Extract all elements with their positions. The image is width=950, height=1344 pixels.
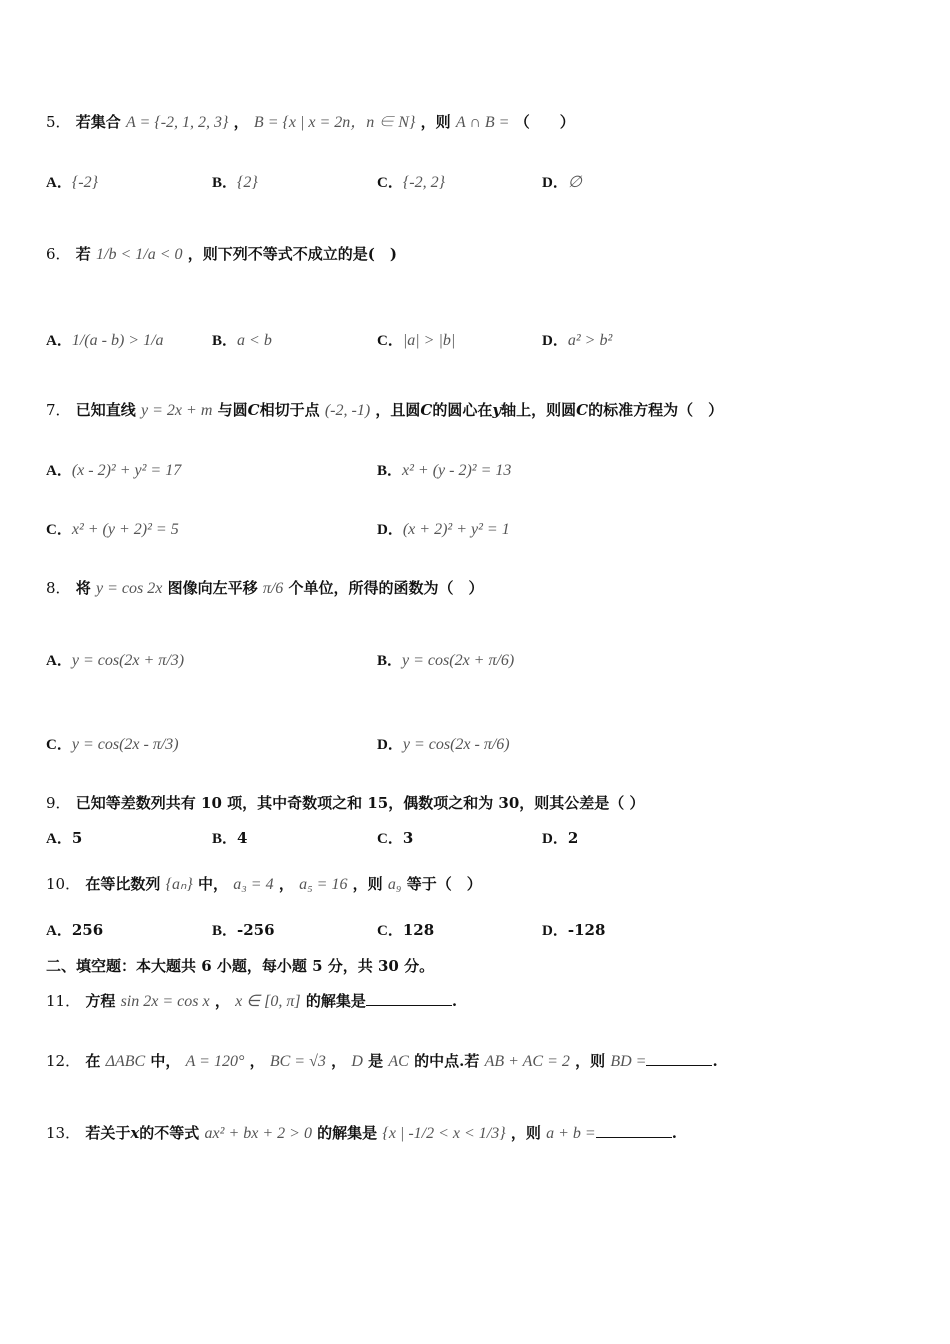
option-label: B． [212,175,238,191]
math-triangle: ΔABC [105,1053,146,1070]
math-set-b: B = {x | x = 2n，n ∈ N} [253,114,416,131]
option-label: C． [377,923,403,939]
question-text: 方程 [85,992,116,1010]
option-label: B． [377,653,403,669]
question-text: 的标准方程为（ ） [588,401,724,419]
question-text: 轴上，则圆 [501,401,577,419]
question-text: 的解集是 [305,992,366,1010]
question-text: 的解集是 [317,1124,378,1142]
option-d[interactable] [542,920,605,941]
question-text: 在等比数列 [85,875,161,893]
option-text: 3 [402,829,414,847]
option-label: A． [46,831,72,847]
question-number: 5． [46,113,71,131]
option-a[interactable] [46,828,82,849]
question-6 [46,244,397,265]
question-text: 图像向左平移 [167,579,258,597]
question-number: 7． [46,401,71,419]
option-d[interactable] [377,519,510,540]
option-text: -256 [237,921,275,939]
math-intersection: A ∩ B = [455,114,510,131]
question-text: 的圆心在 [432,401,493,419]
question-text: 若关于 [85,1124,131,1142]
option-math: (x - 2)² + y² = 17 [71,462,182,479]
option-math: y = cos(2x + π/3) [71,652,185,669]
question-text: . [451,992,458,1010]
math-point: (-2, -1) [324,402,371,419]
question-text: ，则 [510,1124,541,1142]
question-text: 中， [150,1052,181,1070]
option-text: 2 [567,829,579,847]
question-text: 已知直线 [75,401,136,419]
option-label: A． [46,463,72,479]
question-13 [46,1123,677,1144]
question-text: 在 [85,1052,101,1070]
option-c[interactable] [377,330,455,351]
math-set-a: A = {-2, 1, 2, 3} [126,114,229,131]
question-number: 12． [46,1052,81,1070]
option-label: A． [46,175,72,191]
question-number: 9． [46,794,71,812]
option-label: C． [46,522,72,538]
option-d[interactable] [377,734,510,755]
option-math: {2} [237,174,258,191]
question-9 [46,793,645,813]
question-text: ， [331,1052,347,1070]
question-text: 中， [197,875,228,893]
option-label: D． [542,175,568,191]
option-label: D． [377,737,403,753]
math-var: C [576,401,589,419]
option-label: B． [377,463,403,479]
section-heading: 二、填空题：本大题共 6 小题，每小题 5 分，共 30 分。 [46,957,435,975]
math-shift: π/6 [262,580,284,597]
option-label: B． [212,333,238,349]
option-label: C． [46,737,72,753]
math-ab: a + b = [546,1125,596,1142]
question-text: ， [278,875,294,893]
math-inequality: ax² + bx + 2 > 0 [204,1125,312,1142]
answer-paren: （ ） [514,113,575,131]
math-bd: BD = [610,1053,647,1070]
option-label: B． [212,923,238,939]
option-label: C． [377,175,403,191]
option-math: {-2} [71,174,98,191]
option-a[interactable] [46,460,181,481]
option-c[interactable] [46,734,179,755]
option-c[interactable] [377,828,413,849]
question-11 [46,991,457,1012]
option-label: C． [377,831,403,847]
math-a5: a₅ = 16 [299,876,348,893]
question-number: 13． [46,1124,81,1142]
option-label: C． [377,333,403,349]
option-b[interactable] [212,920,275,941]
math-a9: a₉ [387,876,402,893]
question-text: 若 [75,245,91,263]
question-text: 的不等式 [139,1124,200,1142]
option-d[interactable] [542,828,578,849]
math-d: D [351,1053,363,1070]
option-b[interactable] [212,828,247,849]
option-math: 1/(a - b) > 1/a [71,332,164,349]
option-text: 4 [237,829,248,847]
question-text: . [671,1124,677,1142]
option-label: D． [377,522,403,538]
question-text: ， [249,1052,265,1070]
question-text: ，则 [352,875,383,893]
question-text: ，则 [420,113,451,131]
option-b[interactable] [212,330,272,351]
option-math: a < b [237,332,272,349]
question-text: ，且圆 [375,401,421,419]
option-a[interactable] [46,330,164,351]
option-a[interactable] [46,650,184,671]
option-text: 5 [71,829,83,847]
question-text: 将 [75,579,91,597]
math-var: x [130,1124,140,1142]
option-text: 256 [71,921,104,939]
question-text: ，则下列不等式不成立的是( ) [187,245,397,263]
question-5 [46,112,575,133]
option-label: D． [542,831,568,847]
option-d[interactable] [542,330,612,351]
option-c[interactable] [46,519,179,540]
question-text: 个单位，所得的函数为（ ） [288,579,484,597]
option-c[interactable] [377,920,434,941]
option-c[interactable] [377,172,445,193]
math-angle: A = 120° [185,1053,245,1070]
question-10 [46,874,482,895]
question-text: 相切于点 [259,401,320,419]
option-math: y = cos(2x + π/6) [402,652,515,669]
question-number: 11． [46,992,81,1010]
math-function: y = cos 2x [96,580,163,597]
question-text: 是 [368,1052,384,1070]
question-number: 6． [46,245,71,263]
question-7 [46,400,723,421]
math-var: C [420,401,433,419]
math-domain: x ∈ [0, π] [235,993,301,1010]
option-text: 128 [402,921,435,939]
math-a3: a₃ = 4 [233,876,274,893]
option-math: y = cos(2x - π/3) [71,736,179,753]
question-text: ，则 [575,1052,606,1070]
answer-blank[interactable] [596,1123,672,1138]
option-label: A． [46,653,72,669]
math-sequence: {aₙ} [165,876,193,893]
math-sum: AB + AC = 2 [484,1053,570,1070]
question-text: 的中点.若 [414,1052,480,1070]
option-a[interactable] [46,172,98,193]
question-number: 10． [46,875,81,893]
option-b[interactable] [377,460,511,481]
option-math: a² > b² [567,332,613,349]
answer-blank[interactable] [366,991,452,1006]
question-12 [46,1051,718,1072]
math-line: y = 2x + m [141,402,213,419]
question-text: ， [214,992,230,1010]
question-text: 等于（ ） [406,875,482,893]
question-text: 若集合 [75,113,121,131]
option-math: y = cos(2x - π/6) [402,736,510,753]
option-label: B． [212,831,238,847]
option-math: (x + 2)² + y² = 1 [402,521,510,538]
option-b[interactable] [212,172,258,193]
math-bc: BC = √3 [269,1053,326,1070]
question-text: . [712,1052,718,1070]
math-var: C [247,401,260,419]
math-ac: AC [388,1053,409,1070]
option-text: -128 [567,921,606,939]
question-8 [46,578,484,599]
option-label: D． [542,923,568,939]
option-math: {-2, 2} [402,174,445,191]
question-text: 与圆 [217,401,248,419]
question-text: ， [233,113,249,131]
option-math: ∅ [567,174,582,191]
math-condition: 1/b < 1/a < 0 [96,246,183,263]
option-math: x² + (y - 2)² = 13 [402,462,512,479]
question-text: 已知等差数列共有 10 项，其中奇数项之和 15，偶数项之和为 30，则其公差是（ ） [75,794,645,812]
math-solution-set: {x | -1/2 < x < 1/3} [382,1125,506,1142]
option-label: D． [542,333,568,349]
answer-blank[interactable] [646,1051,712,1066]
option-math: x² + (y + 2)² = 5 [71,521,179,538]
math-equation: sin 2x = cos x [120,993,210,1010]
option-b[interactable] [377,650,514,671]
question-number: 8． [46,579,71,597]
option-a[interactable] [46,920,103,941]
option-label: A． [46,333,72,349]
option-d[interactable] [542,172,582,193]
math-var: y [492,401,502,419]
option-label: A． [46,923,72,939]
option-math: |a| > |b| [402,332,456,349]
